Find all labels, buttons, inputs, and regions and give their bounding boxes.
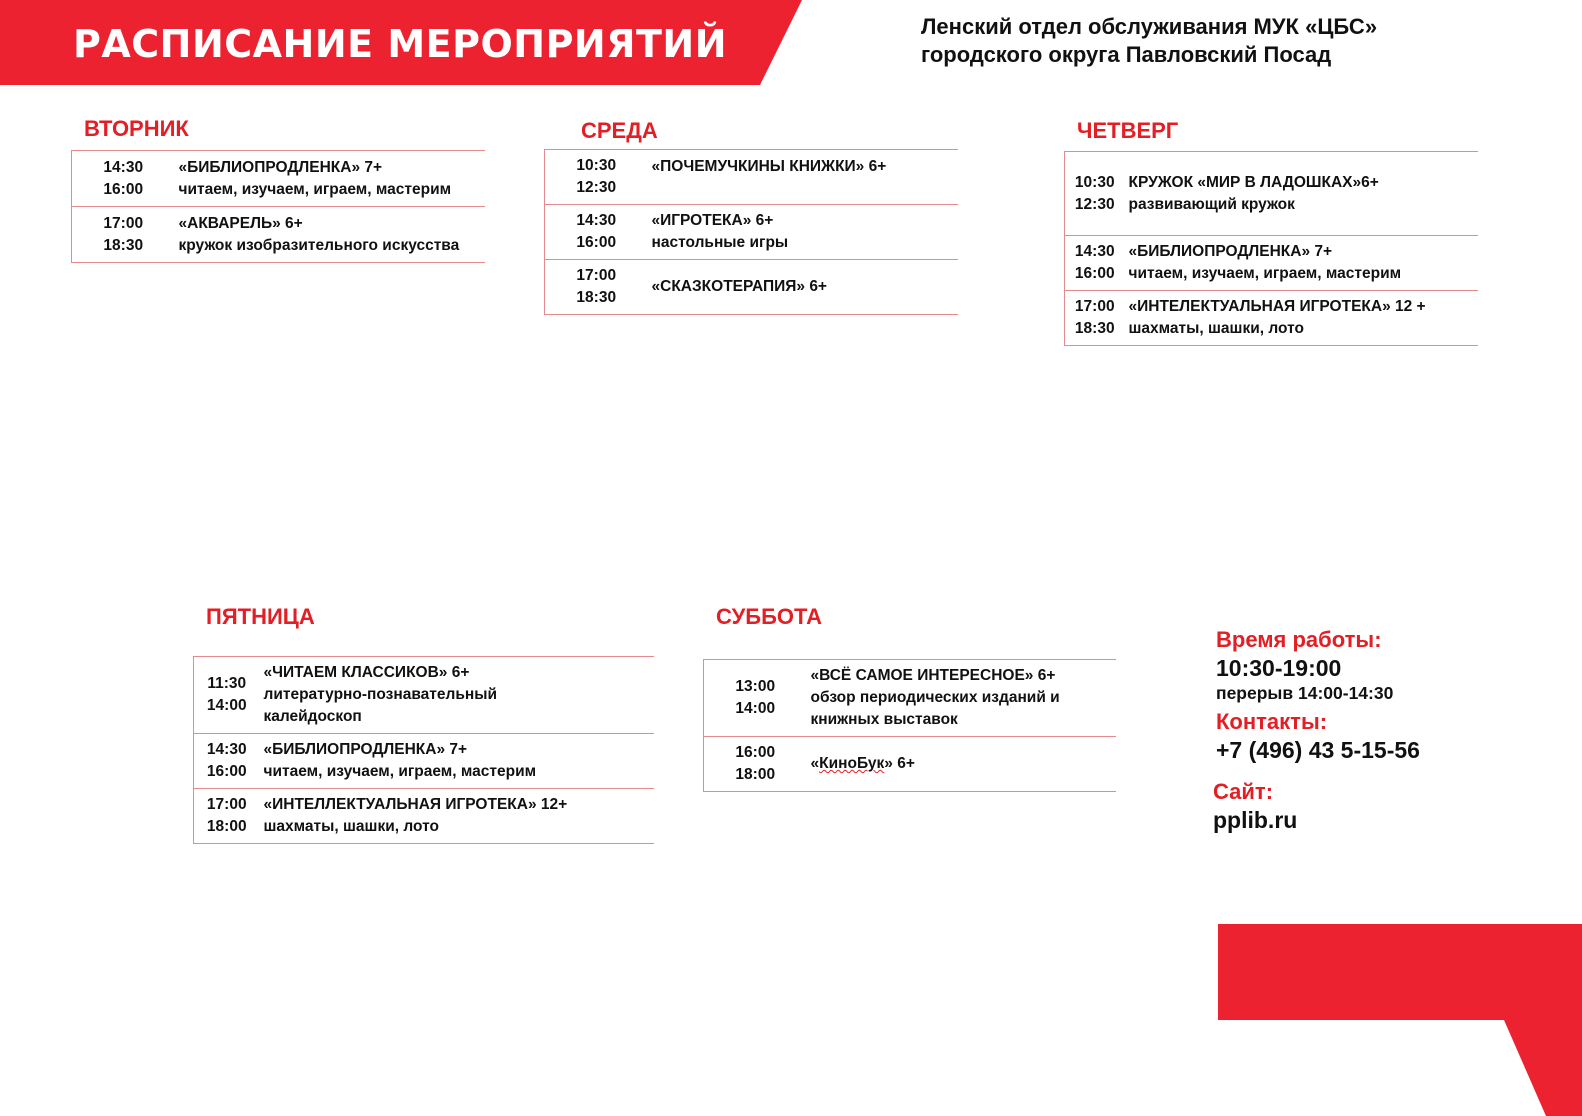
end-time: 16:00 bbox=[103, 180, 144, 198]
event-cell bbox=[648, 205, 958, 260]
site-label: Сайт: bbox=[1213, 779, 1274, 804]
event-description-continued: книжных выставок bbox=[810, 711, 958, 728]
event-cell bbox=[1125, 236, 1478, 291]
start-time: 11:30 bbox=[207, 675, 247, 692]
time-cell bbox=[704, 737, 807, 792]
event-title: «ПОЧЕМУЧКИНЫ КНИЖКИ» 6+ bbox=[651, 158, 887, 175]
table-row bbox=[545, 205, 958, 260]
end-time: 18:30 bbox=[103, 236, 144, 254]
event-title-word: КиноБук bbox=[819, 755, 885, 772]
day-heading-friday: ПЯТНИЦА bbox=[206, 604, 315, 629]
end-time: 12:30 bbox=[576, 179, 617, 196]
day-heading-saturday: СУББОТА bbox=[716, 604, 822, 629]
table-row bbox=[545, 150, 958, 205]
event-title: «СКАЗКОТЕРАПИЯ» 6+ bbox=[651, 278, 827, 295]
day-heading-tuesday: ВТОРНИК bbox=[84, 116, 189, 141]
event-title-prefix: « bbox=[810, 755, 820, 772]
time-cell bbox=[1065, 291, 1125, 346]
event-description: читаем, изучаем, играем, мастерим bbox=[178, 180, 452, 198]
event-description: шахматы, шашки, лото bbox=[1128, 320, 1304, 337]
start-time: 16:00 bbox=[735, 744, 776, 761]
time-cell bbox=[545, 205, 648, 260]
event-description: читаем, изучаем, играем, мастерим bbox=[1128, 265, 1402, 282]
schedule-table-tuesday bbox=[71, 150, 485, 263]
time-cell bbox=[72, 207, 175, 263]
table-row bbox=[194, 734, 654, 789]
event-description-continued: калейдоскоп bbox=[263, 708, 362, 725]
event-description: развивающий кружок bbox=[1128, 195, 1295, 213]
time-cell bbox=[72, 151, 175, 207]
table-row bbox=[72, 207, 485, 263]
day-heading-thursday: ЧЕТВЕРГ bbox=[1077, 118, 1179, 143]
table-row bbox=[704, 660, 1116, 737]
end-time: 18:00 bbox=[735, 766, 776, 783]
time-cell bbox=[704, 660, 807, 737]
organization-name bbox=[921, 13, 1377, 69]
event-description: шахматы, шашки, лото bbox=[263, 818, 439, 835]
event-title: КРУЖОК «МИР В ЛАДОШКАХ»6+ bbox=[1128, 173, 1379, 191]
event-title bbox=[811, 753, 1116, 775]
event-title: «БИБЛИОПРОДЛЕНКА» 7+ bbox=[263, 741, 468, 758]
event-cell bbox=[260, 657, 654, 734]
info-block bbox=[1213, 626, 1420, 834]
end-time: 18:30 bbox=[1074, 320, 1115, 337]
start-time: 10:30 bbox=[576, 157, 617, 174]
schedule-table-thursday bbox=[1064, 151, 1478, 346]
day-heading-wednesday: СРЕДА bbox=[581, 118, 658, 143]
contacts-label: Контакты: bbox=[1216, 709, 1328, 734]
schedule-table-friday bbox=[193, 656, 654, 844]
table-row bbox=[1065, 291, 1478, 346]
time-cell bbox=[545, 150, 648, 205]
schedule-table-wednesday bbox=[544, 149, 958, 315]
event-title: «БИБЛИОПРОДЛЕНКА» 7+ bbox=[1128, 243, 1333, 260]
start-time: 17:00 bbox=[1074, 298, 1115, 315]
end-time: 14:00 bbox=[206, 697, 247, 714]
event-cell bbox=[260, 734, 654, 789]
corner-decoration bbox=[1218, 924, 1582, 1116]
end-time: 18:30 bbox=[576, 289, 617, 306]
start-time: 14:30 bbox=[576, 212, 617, 229]
table-row bbox=[545, 260, 958, 315]
start-time: 17:00 bbox=[576, 267, 617, 284]
time-cell bbox=[194, 657, 260, 734]
time-cell bbox=[194, 789, 260, 844]
table-row bbox=[194, 789, 654, 844]
table-row bbox=[1065, 152, 1478, 236]
event-cell bbox=[807, 737, 1116, 792]
end-time: 16:00 bbox=[1074, 265, 1115, 282]
event-title-suffix: » 6+ bbox=[884, 755, 915, 772]
event-description: литературно-познавательный bbox=[263, 686, 497, 703]
working-hours-label: Время работы: bbox=[1216, 627, 1382, 652]
event-cell bbox=[807, 660, 1116, 737]
event-cell bbox=[1125, 152, 1478, 236]
start-time: 10:30 bbox=[1074, 173, 1115, 191]
event-title: «БИБЛИОПРОДЛЕНКА» 7+ bbox=[178, 158, 383, 176]
end-time: 12:30 bbox=[1074, 195, 1115, 213]
event-title: «ВСЁ САМОЕ ИНТЕРЕСНОЕ» 6+ bbox=[810, 667, 1056, 684]
event-title: «ИНТЕЛЛЕКТУАЛЬНАЯ ИГРОТЕКА» 12+ bbox=[263, 796, 568, 813]
break-time: перерыв 14:00-14:30 bbox=[1216, 683, 1394, 703]
start-time: 17:00 bbox=[103, 214, 144, 232]
event-description: кружок изобразительного искусства bbox=[178, 236, 460, 254]
table-row bbox=[72, 151, 485, 207]
event-cell bbox=[175, 207, 485, 263]
start-time: 17:00 bbox=[206, 796, 247, 813]
schedule-table-saturday bbox=[703, 659, 1116, 792]
event-title: «ЧИТАЕМ КЛАССИКОВ» 6+ bbox=[263, 664, 470, 681]
time-cell bbox=[545, 260, 648, 315]
org-line-2: городского округа Павловский Посад bbox=[921, 42, 1332, 67]
site-link[interactable]: pplib.ru bbox=[1213, 807, 1298, 833]
event-title: «ИГРОТЕКА» 6+ bbox=[651, 212, 774, 229]
event-cell bbox=[1125, 291, 1478, 346]
event-description: настольные игры bbox=[651, 234, 789, 251]
event-cell bbox=[260, 789, 654, 844]
phone-number: +7 (496) 43 5-15-56 bbox=[1216, 737, 1420, 763]
event-description: читаем, изучаем, играем, мастерим bbox=[263, 763, 537, 780]
event-title: «ИНТЕЛЕКТУАЛЬНАЯ ИГРОТЕКА» 12 + bbox=[1128, 298, 1426, 315]
time-cell bbox=[1065, 152, 1125, 236]
event-title: «АКВАРЕЛЬ» 6+ bbox=[178, 214, 303, 232]
start-time: 14:30 bbox=[103, 158, 144, 176]
event-cell bbox=[648, 150, 958, 205]
working-hours: 10:30-19:00 bbox=[1216, 655, 1342, 681]
end-time: 16:00 bbox=[576, 234, 617, 251]
org-line-1: Ленский отдел обслуживания МУК «ЦБС» bbox=[921, 14, 1378, 39]
end-time: 16:00 bbox=[206, 763, 247, 780]
event-cell bbox=[648, 260, 958, 315]
start-time: 13:00 bbox=[735, 678, 776, 695]
table-row bbox=[1065, 236, 1478, 291]
event-cell bbox=[175, 151, 485, 207]
end-time: 18:00 bbox=[206, 818, 247, 835]
table-row bbox=[194, 657, 654, 734]
start-time: 14:30 bbox=[206, 741, 247, 758]
end-time: 14:00 bbox=[735, 700, 776, 717]
time-cell bbox=[194, 734, 260, 789]
event-description: обзор периодических изданий и bbox=[810, 689, 1060, 706]
time-cell bbox=[1065, 236, 1125, 291]
table-row bbox=[704, 737, 1116, 792]
page-title: РАСПИСАНИЕ МЕРОПРИЯТИЙ bbox=[73, 22, 728, 66]
start-time: 14:30 bbox=[1074, 243, 1115, 260]
